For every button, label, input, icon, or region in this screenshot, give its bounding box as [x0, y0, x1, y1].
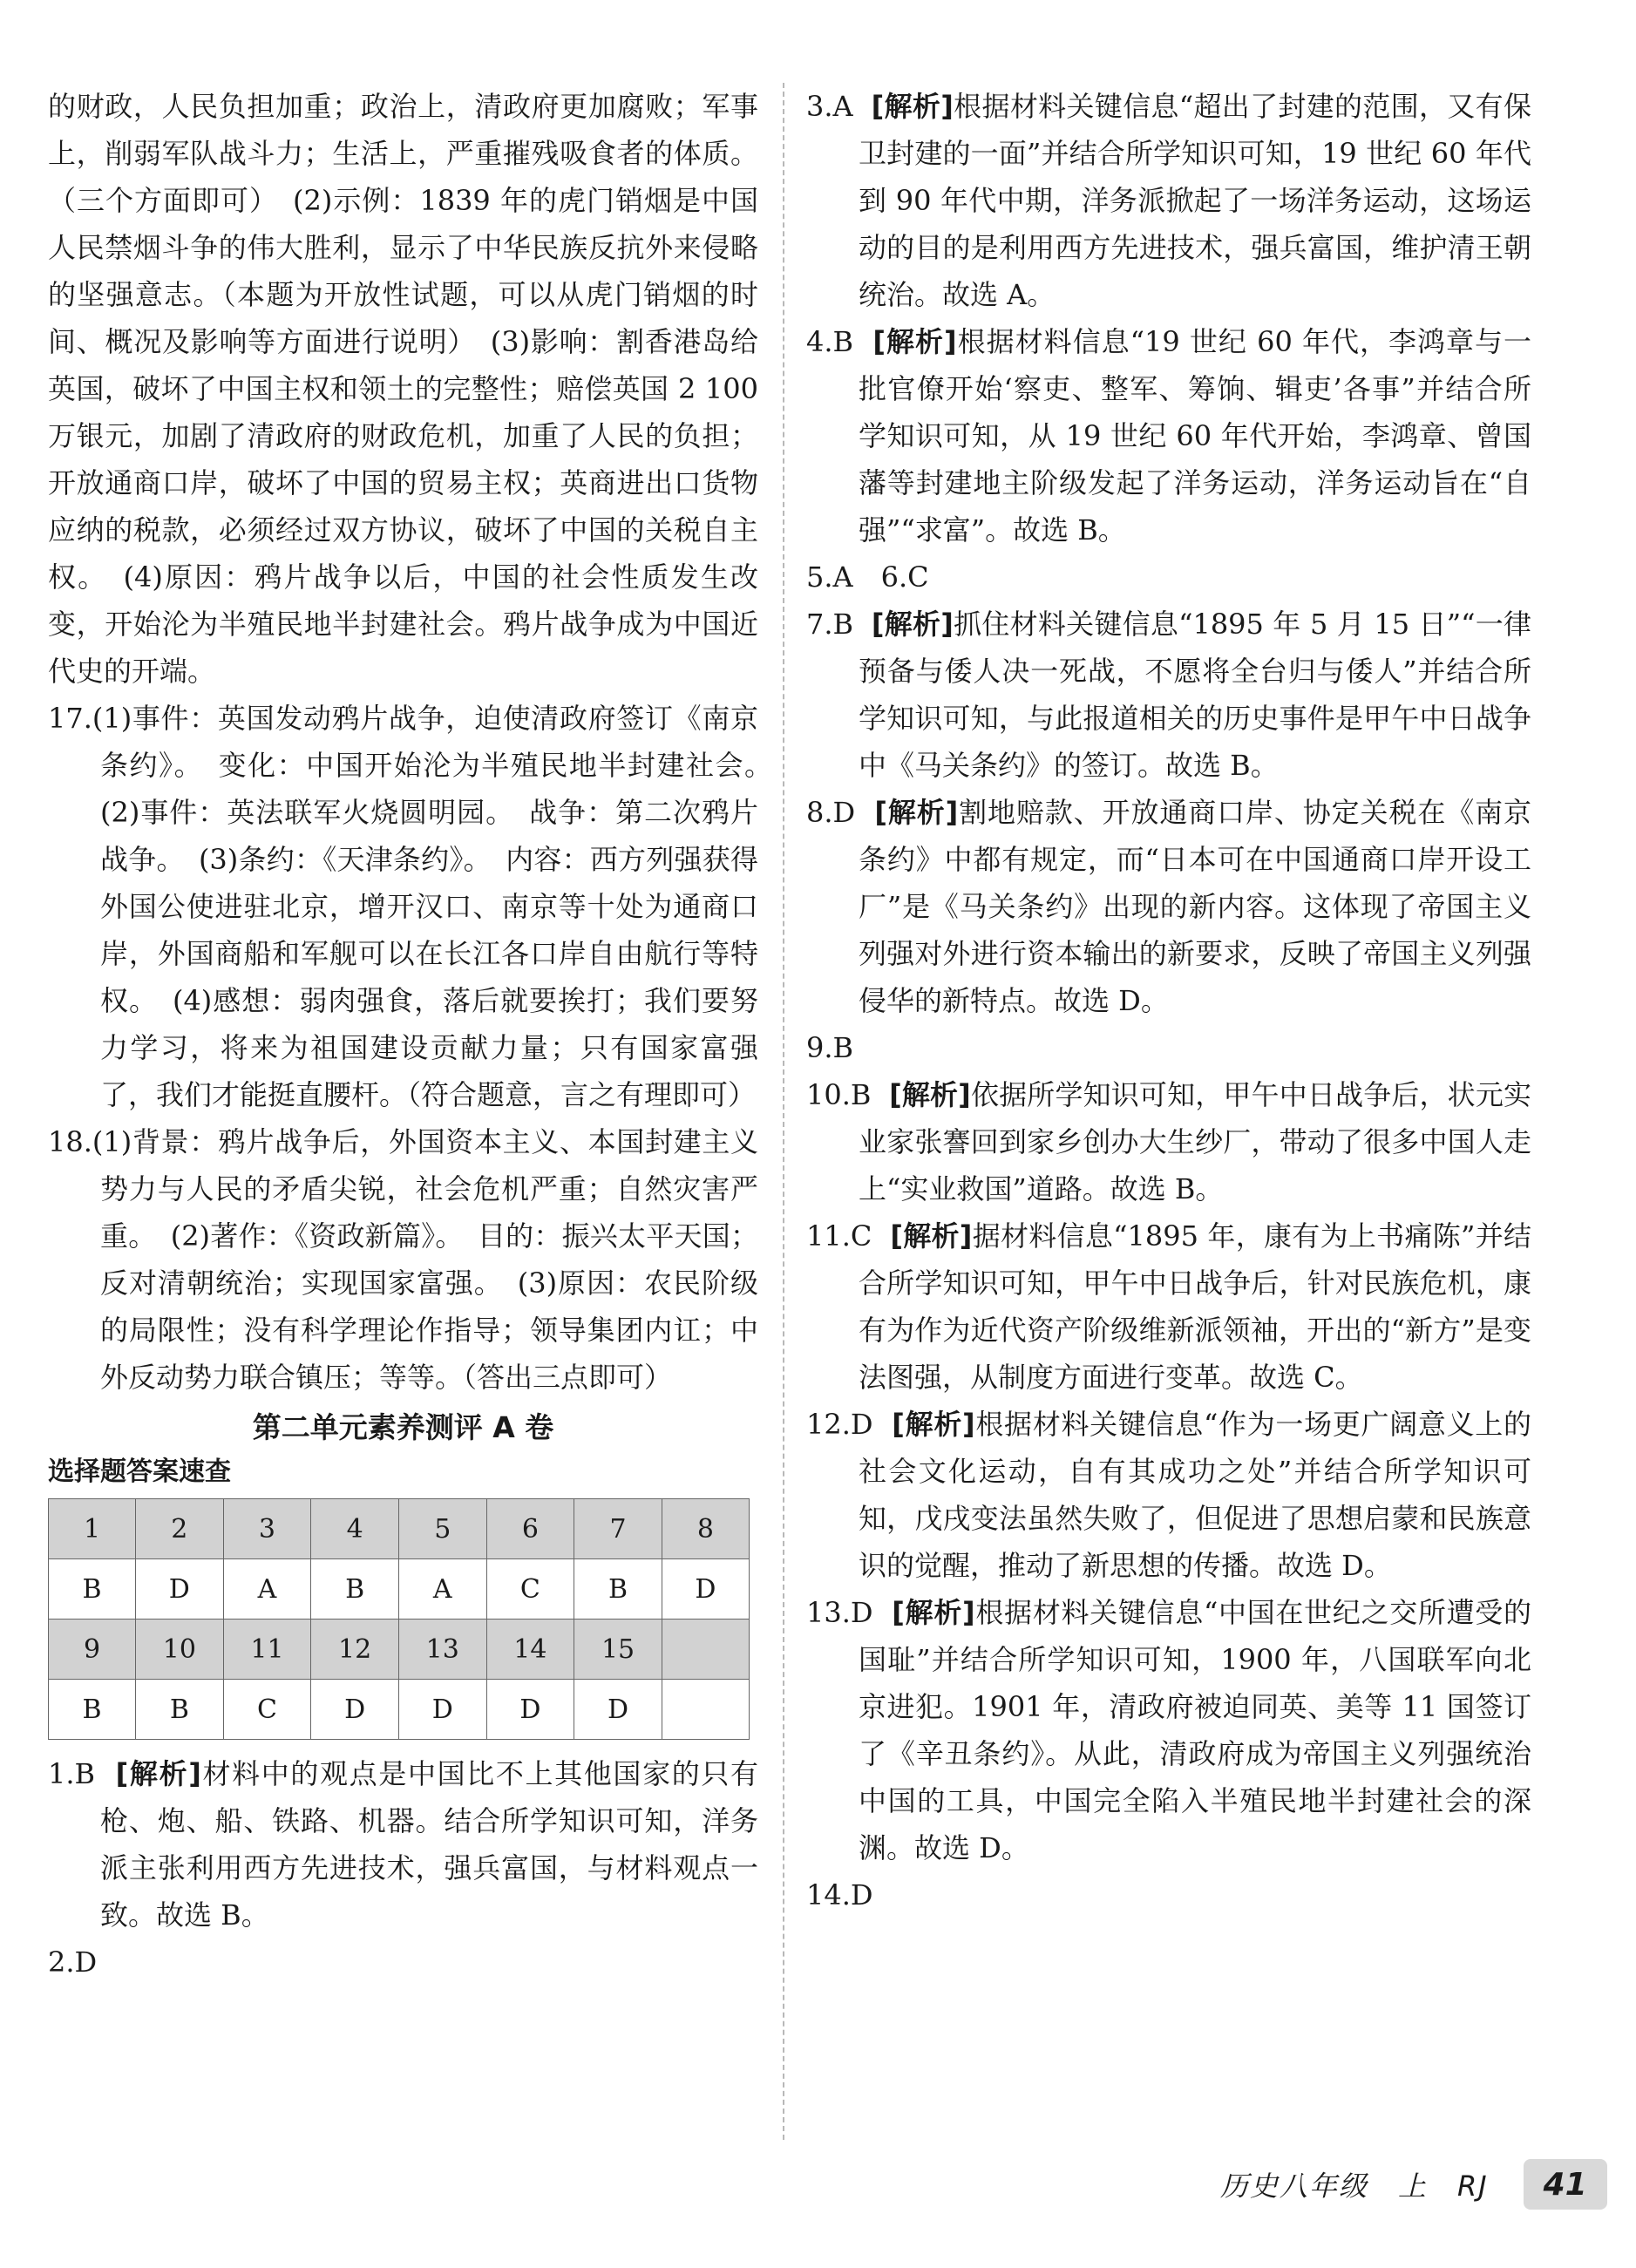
answer-10: [806, 1071, 1531, 1212]
book-subject: 历史八年级 上 RJ: [1220, 2170, 1489, 2203]
analysis-tag: [解析]: [115, 1757, 201, 1790]
section-title: 第二单元素养测评 A 卷: [252, 1410, 554, 1444]
analysis-tag: [解析]: [874, 796, 959, 829]
table-cell: D: [574, 1680, 662, 1740]
answer-11: [806, 1212, 1531, 1401]
answer-text: 依据所学知识可知，甲午中日战争后，状元实业家张謇回到家乡创办大生纱厂，带动了很多中国人走上“实业救国”道路。故选 B。: [859, 1078, 1531, 1205]
left-column: [48, 83, 787, 1986]
analysis-tag: [解析]: [892, 1408, 975, 1441]
table-cell: B: [311, 1559, 399, 1620]
answer-table: [48, 1498, 750, 1740]
q16-continuation: 的财政，人民负担加重；政治上，清政府更加腐败；军事上，削弱军队战斗力；生活上，严重摧残吸食者的体质。（三个方面即可） (2)示例：1839 年的虎门销烟是中国人民禁烟斗争的伟大胜利，显示了中华民族反抗外来侵略的坚强意志。（本题为开放性试题，可以从虎门销烟的时间、概况及影响等方面进行说明） (3)影响：割香港岛给英国，破坏了中国主权和领土的完整性；赔偿英国 2 100 万银元，加剧了清政府的财政危机，加重了人民的负担；开放通商口岸，破坏了中国的贸易主权；英商进出口货物应纳的税款，必须经过双方协议，破坏了中国的关税自主权。 (4)原因：鸦片战争以后，中国的社会性质发生改变，开始沦为半殖民地半封建社会。鸦片战争成为中国近代史的开端。: [48, 90, 758, 688]
table-cell: D: [398, 1680, 486, 1740]
table-cell: 3: [223, 1499, 311, 1559]
answer-4: [806, 318, 1531, 553]
table-cell: 8: [662, 1499, 749, 1559]
table-cell: B: [574, 1559, 662, 1620]
table-cell: D: [136, 1559, 224, 1620]
answer-12: [806, 1401, 1531, 1589]
table-cell: [662, 1680, 749, 1740]
table-cell: 13: [398, 1620, 486, 1680]
table-cell: C: [486, 1559, 574, 1620]
page-footer: [1220, 2158, 1607, 2210]
answer-text: 根据材料关键信息“中国在世纪之交所遭受的国耻”并结合所学知识可知，1900 年，八国联军向北京进犯。1901 年，清政府被迫同英、美等 11 国签订了《辛丑条约》。从此，清政府成为帝国主义列强统治中国的工具，中国完全陷入半殖民地半封建社会的深渊。故选 D。: [859, 1596, 1531, 1864]
table-cell: 11: [223, 1620, 311, 1680]
answer-2: 2.D: [48, 1945, 98, 1979]
table-row: [49, 1499, 750, 1559]
answer-number: 3.A: [806, 90, 853, 123]
table-cell: 9: [49, 1620, 136, 1680]
table-cell: D: [662, 1559, 749, 1620]
answer-13: [806, 1589, 1531, 1871]
answer-number: 13.D: [806, 1596, 873, 1629]
answer-number: 1.B: [48, 1757, 96, 1790]
table-cell: 4: [311, 1499, 399, 1559]
answer-14: 14.D: [806, 1878, 873, 1912]
analysis-tag: [解析]: [871, 90, 954, 123]
answer-text: 割地赔款、开放通商口岸、协定关税在《南京条约》中都有规定，而“日本可在中国通商口岸开设工厂”是《马关条约》出现的新内容。这体现了帝国主义列强对外进行资本输出的新要求，反映了帝国主义列强侵华的新特点。故选 D。: [859, 796, 1531, 1017]
analysis-tag: [解析]: [871, 608, 954, 641]
table-cell: D: [486, 1680, 574, 1740]
table-cell: 5: [398, 1499, 486, 1559]
answer-8: [806, 789, 1531, 1024]
table-cell: 6: [486, 1499, 574, 1559]
answer-number: 10.B: [806, 1078, 872, 1111]
table-cell: C: [223, 1680, 311, 1740]
table-cell: 15: [574, 1620, 662, 1680]
answer-text: 根据材料关键信息“超出了封建的范围，又有保卫封建的一面”并结合所学知识可知，19 世纪 60 年代到 90 年代中期，洋务派掀起了一场洋务运动，这场运动的目的是利用西方先进技术，强兵富国，维护清王朝统治。故选 A。: [859, 90, 1531, 311]
table-title: 选择题答案速查: [48, 1457, 231, 1487]
table-cell: A: [223, 1559, 311, 1620]
table-cell: [662, 1620, 749, 1680]
analysis-tag: [解析]: [872, 325, 957, 358]
table-cell: 2: [136, 1499, 224, 1559]
page-number: 41: [1524, 2159, 1607, 2210]
answer-7: [806, 601, 1531, 789]
table-cell: A: [398, 1559, 486, 1620]
table-cell: 12: [311, 1620, 399, 1680]
table-cell: 7: [574, 1499, 662, 1559]
table-cell: D: [311, 1680, 399, 1740]
answer-number: 8.D: [806, 796, 856, 829]
answer-text: 材料中的观点是中国比不上其他国家的只有枪、炮、船、铁路、机器。结合所学知识可知，洋务派主张利用西方先进技术，强兵富国，与材料观点一致。故选 B。: [100, 1757, 758, 1932]
answer-text: 根据材料信息“19 世纪 60 年代，李鸿章与一批官僚开始‘察吏、整军、筹饷、辑吏’各事”并结合所学知识可知，从 19 世纪 60 年代开始，李鸿章、曾国藩等封建地主阶级发起了洋务运动，洋务运动旨在“自强”“求富”。故选 B。: [859, 325, 1531, 547]
answer-1: [48, 1750, 758, 1939]
table-row: [49, 1620, 750, 1680]
answer-text: 据材料信息“1895 年，康有为上书痛陈”并结合所学知识可知，甲午中日战争后，针对民族危机，康有为作为近代资产阶级维新派领袖，开出的“新方”是变法图强，从制度方面进行变革。故选 C。: [859, 1219, 1531, 1394]
table-cell: 14: [486, 1620, 574, 1680]
table-cell: B: [136, 1680, 224, 1740]
answer-number: 12.D: [806, 1408, 873, 1441]
column-divider: [783, 83, 784, 2140]
table-cell: B: [49, 1680, 136, 1740]
analysis-tag: [解析]: [890, 1219, 973, 1253]
answer-number: 7.B: [806, 608, 854, 641]
table-row: [49, 1559, 750, 1620]
answer-5-6: 5.A 6.C: [806, 560, 929, 594]
answer-18: 18.(1)背景：鸦片战争后，外国资本主义、本国封建主义势力与人民的矛盾尖锐，社会危机严重；自然灾害严重。 (2)著作：《资政新篇》。 目的：振兴太平天国；反对清朝统治；实现国家富强。 (3)原因：农民阶级的局限性；没有科学理论作指导；领导集团内讧；中外反动势力联合镇压；等等。（答出三点即可）: [48, 1125, 758, 1394]
table-row: [49, 1680, 750, 1740]
answer-number: 11.C: [806, 1219, 872, 1253]
answer-17: 17.(1)事件：英国发动鸦片战争，迫使清政府签订《南京条约》。 变化：中国开始沦为半殖民地半封建社会。 (2)事件：英法联军火烧圆明园。 战争：第二次鸦片战争。 (3)条约：《天津条约》。 内容：西方列强获得外国公使进驻北京，增开汉口、南京等十处为通商口岸，外国商船和军舰可以在长江各口岸自由航行等特权。 (4)感想：弱肉强食，落后就要挨打；我们要努力学习，将来为祖国建设贡献力量；只有国家富强了，我们才能挺直腰杆。（符合题意，言之有理即可）: [48, 702, 787, 1111]
answer-3: [806, 83, 1531, 318]
answer-text: 抓住材料关键信息“1895 年 5 月 15 日”“一律预备与倭人决一死战，不愿将全台归与倭人”并结合所学知识可知，与此报道相关的历史事件是甲午中日战争中《马关条约》的签订。故选 B。: [859, 608, 1531, 782]
analysis-tag: [解析]: [889, 1078, 971, 1111]
table-cell: 1: [49, 1499, 136, 1559]
answer-text: 根据材料关键信息“作为一场更广阔意义上的社会文化运动，自有其成功之处”并结合所学知识可知，戊戌变法虽然失败了，但促进了思想启蒙和民族意识的觉醒，推动了新思想的传播。故选 D。: [859, 1408, 1531, 1582]
answer-9: 9.B: [806, 1031, 854, 1064]
table-cell: 10: [136, 1620, 224, 1680]
answer-number: 4.B: [806, 325, 854, 358]
right-column: [806, 83, 1531, 1918]
analysis-tag: [解析]: [892, 1596, 975, 1629]
table-cell: B: [49, 1559, 136, 1620]
